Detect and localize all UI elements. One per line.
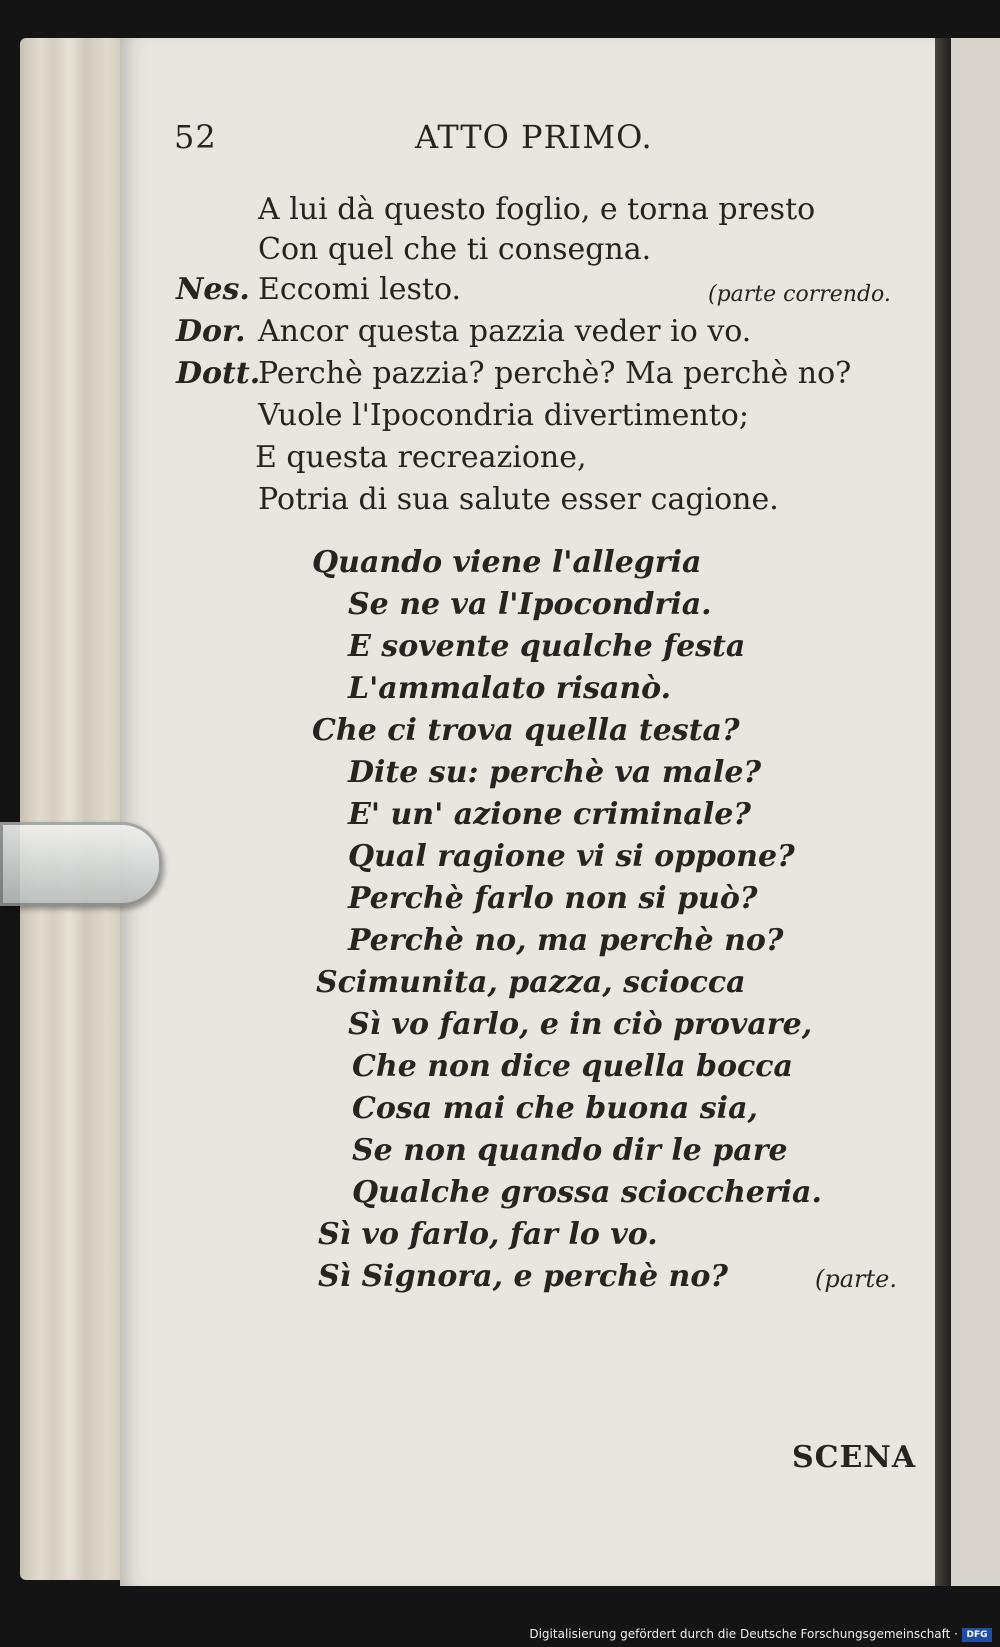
aria-line: E' un' azione criminale? [348,797,751,832]
page-edge-stack [20,38,130,1580]
page-number: 52 [174,118,217,156]
footer-credit: Digitalisierung gefördert durch die Deutsche Forschungsgemeinschaft · [529,1627,958,1641]
aria-line: E sovente qualche festa [348,629,746,664]
verse-line: E questa recreazione, [255,440,587,475]
stage-direction: (parte. [815,1265,897,1293]
speaker-label: Dott. [176,356,261,391]
verse-line: A lui dà questo foglio, e torna presto [258,192,816,227]
aria-line: Sì vo farlo, e in ciò provare, [348,1007,813,1042]
aria-line: Cosa mai che buona sia, [352,1091,758,1126]
aria-line: Sì vo farlo, far lo vo. [318,1217,658,1252]
verse-line: Vuole l'Ipocondria divertimento; [258,398,749,433]
aria-line: Qual ragione vi si oppone? [348,839,795,874]
verse-line: Perchè pazzia? perchè? Ma perchè no? [258,356,852,391]
verse-line: Eccomi lesto. [258,272,462,307]
verse-line: Potria di sua salute esser cagione. [258,482,779,517]
aria-line: Che ci trova quella testa? [312,713,740,748]
next-page-edge [951,38,1000,1586]
speaker-label: Nes. [176,272,250,307]
page-clip [0,822,162,906]
aria-line: Perchè no, ma perchè no? [348,923,784,958]
aria-line: Se non quando dir le pare [352,1133,788,1168]
aria-line: Quando viene l'allegria [312,545,702,580]
aria-line: L'ammalato risanò. [348,671,672,706]
aria-line: Perchè farlo non si può? [348,881,758,916]
dfg-logo: DFG [962,1628,992,1642]
verse-line: Ancor questa pazzia veder io vo. [258,314,752,349]
aria-line: Scimunita, pazza, sciocca [316,965,746,1000]
stage-direction: (parte correndo. [708,282,891,307]
aria-line: Sì Signora, e perchè no? [318,1259,728,1294]
aria-line: Se ne va l'Ipocondria. [348,587,712,622]
aria-line: Dite su: perchè va male? [348,755,762,790]
verse-line: Con quel che ti consegna. [258,232,652,267]
aria-line: Qualche grossa scioccheria. [352,1175,822,1210]
aria-line: Che non dice quella bocca [352,1049,793,1084]
speaker-label: Dor. [176,314,246,349]
book-gutter [935,38,951,1586]
running-header: ATTO PRIMO. [415,118,653,156]
catchword: SCENA [792,1440,917,1475]
